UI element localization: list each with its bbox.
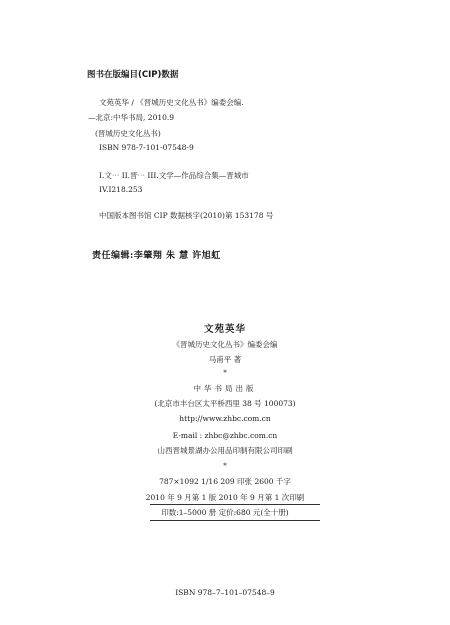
colophon-edition: 2010 年 9 月第 1 版 2010 年 9 月第 1 次印刷 xyxy=(145,493,305,502)
separator-star: * xyxy=(223,462,227,470)
cip-line-isbn: ISBN 978-7-101-07548-9 xyxy=(99,143,194,152)
cip-line-record-number: 中国版本图书馆 CIP 数据核字(2010)第 153178 号 xyxy=(99,211,274,220)
divider-line xyxy=(150,504,320,505)
colophon-compiler: 《晋城历史文化丛书》编委会编 xyxy=(172,340,278,349)
colophon-email: E-mail : zhbc@zhbc.com.cn xyxy=(172,431,278,440)
colophon-address: (北京市丰台区太平桥西里 38 号 100073) xyxy=(154,399,296,408)
cip-line-series: (晋城历史文化丛书) xyxy=(95,129,161,138)
cip-line-publisher: —北京:中华书局, 2010.9 xyxy=(88,113,175,122)
colophon-printer: 山西晋城景湖办公用品印制有限公司印刷 xyxy=(157,446,293,455)
colophon-url: http://www.zhbc.com.cn xyxy=(179,414,271,423)
responsible-editors: 责任编辑:李肇翔 朱 慧 许旭虹 xyxy=(92,251,221,261)
separator-star: * xyxy=(223,369,227,377)
cip-line-subjects: I.文⋯ II.晋⋯ III.文学—作品综合集—晋城市 xyxy=(99,171,249,180)
colophon-title: 文苑英华 xyxy=(203,324,246,335)
divider-line xyxy=(150,520,320,521)
colophon-format: 787×1092 1/16 209 印张 2600 千字 xyxy=(159,477,291,486)
cip-line-classification: IV.I218.253 xyxy=(99,185,143,194)
cip-heading: 图书在版编目(CIP)数据 xyxy=(87,70,179,80)
colophon-print-run: 印数:1–5000 册 定价:680 元(全十册) xyxy=(161,508,289,517)
colophon-publisher: 中华书局出版 xyxy=(193,384,257,393)
colophon-isbn: ISBN 978–7–101–07548–9 xyxy=(175,588,275,597)
cip-line-title: 文苑英华 / 《晋城历史文化丛书》编委会编. xyxy=(99,98,244,107)
colophon-author: 马甫平 著 xyxy=(208,355,242,364)
